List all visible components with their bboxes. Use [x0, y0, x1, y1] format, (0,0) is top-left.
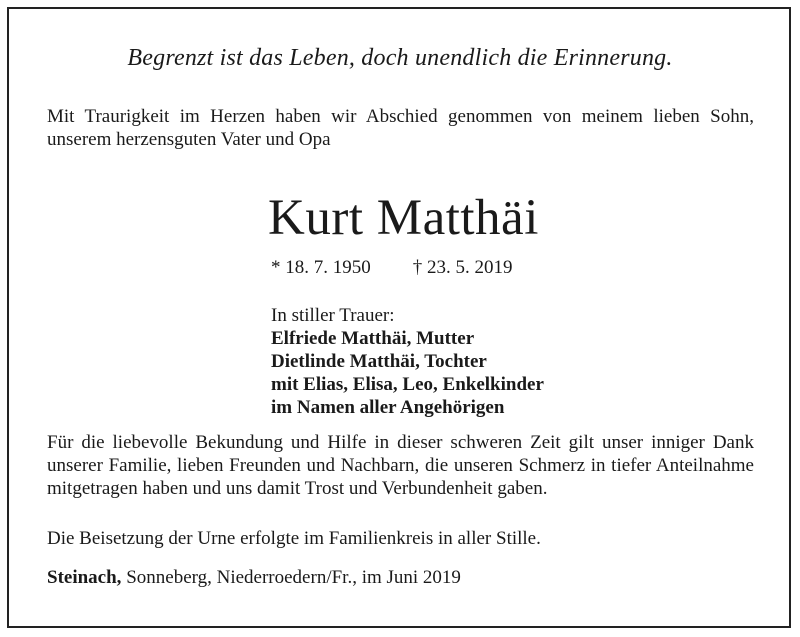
place-city: Steinach, [47, 567, 122, 588]
mourner-line: Dietlinde Matthäi, Tochter [271, 351, 487, 372]
place-rest: Sonneberg, Niederroedern/Fr., im Juni 2019 [121, 567, 461, 588]
thanks-text: Für die liebevolle Bekundung und Hilfe in dieser schweren Zeit gilt unser inniger Dank unserer Familie, lieben Freunden und Nachbarn, die unseren Schmerz in tiefer Anteilnahme mitgetragen haben und uns damit Trost und Verbundenheit gaben. [47, 432, 754, 499]
birth-date: * 18. 7. 1950 [271, 257, 371, 278]
place-and-date [47, 566, 461, 589]
mourners-block [271, 304, 544, 419]
motto-quote: Begrenzt ist das Leben, doch unendlich die Erinnerung. [127, 45, 673, 71]
deceased-name: Kurt Matthäi [268, 190, 539, 246]
mourner-line: mit Elias, Elisa, Leo, Enkelkinder [271, 374, 544, 395]
mourner-line: Elfriede Matthäi, Mutter [271, 328, 475, 349]
death-date: † 23. 5. 2019 [412, 257, 513, 278]
mourning-lead: In stiller Trauer: [271, 305, 395, 326]
mourner-line: im Namen aller Angehörigen [271, 397, 505, 418]
burial-note: Die Beisetzung der Urne erfolgte im Familienkreis in aller Stille. [47, 528, 541, 549]
intro-text: Mit Traurigkeit im Herzen haben wir Abschied genommen von meinem lieben Sohn, unserem herzensguten Vater und Opa [47, 106, 754, 150]
life-dates [271, 257, 513, 279]
